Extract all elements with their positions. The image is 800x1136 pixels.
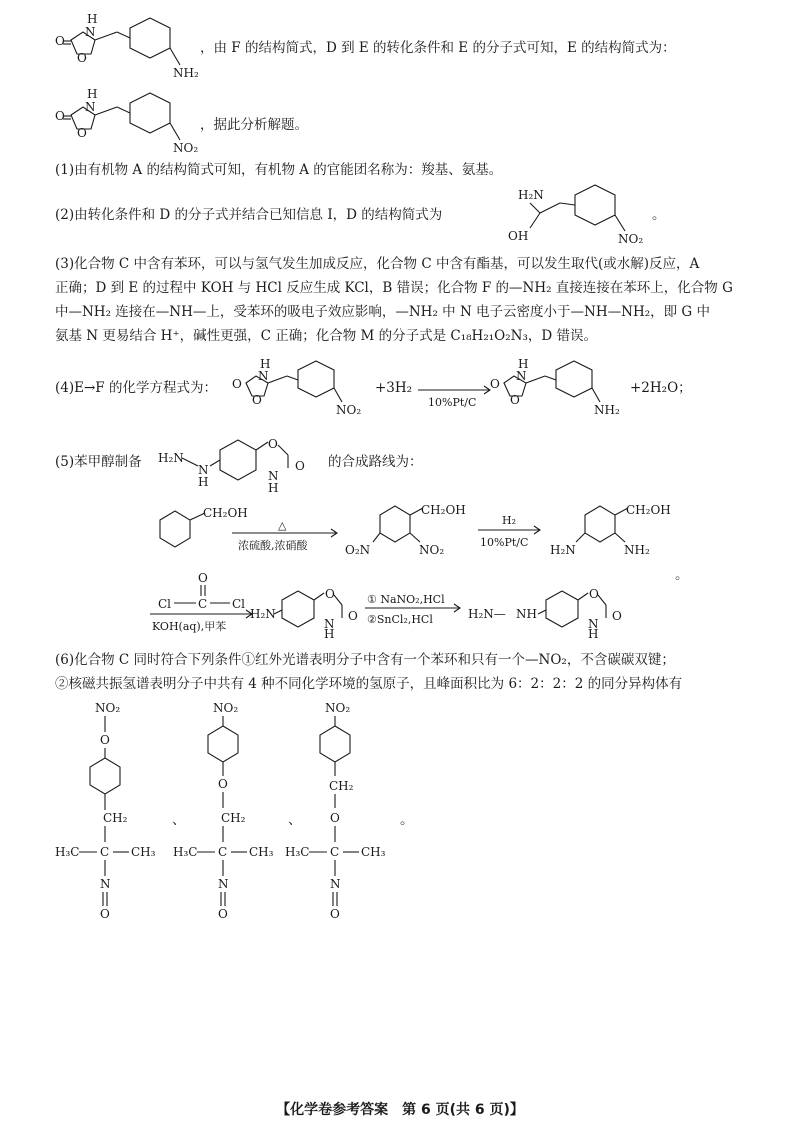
atom-label: C [198, 597, 208, 611]
atom-label: O [295, 459, 305, 473]
atom-label: O [77, 51, 87, 65]
isomer-structure-1 [55, 700, 175, 925]
atom-label: NO₂ [336, 403, 362, 417]
arrow-condition: 10%Pt/C [428, 396, 477, 409]
atom-label: NO₂ [419, 543, 445, 557]
atom-label: Cl [232, 597, 246, 611]
arrow-condition: 浓硫酸,浓硝酸 [238, 539, 308, 552]
compound-d-structure [500, 183, 660, 253]
diamino-benzyl-alcohol-structure [550, 500, 680, 565]
atom-label: Cl [158, 597, 172, 611]
atom-label: O [490, 377, 500, 391]
atom-label: H [268, 481, 279, 495]
atom-label: H₃C [285, 845, 310, 859]
separator: 、 [172, 812, 186, 828]
atom-label: O [325, 587, 335, 601]
atom-label: O [218, 777, 228, 791]
atom-label: C [330, 845, 340, 859]
reaction-arrow [418, 382, 498, 412]
atom-label: CH₂OH [626, 503, 671, 517]
atom-label: N [268, 469, 279, 483]
atom-label: CH₃ [249, 845, 274, 859]
atom-label: O [55, 34, 65, 48]
atom-label: H₂N [250, 607, 276, 621]
synthesis-arrow-1 [232, 519, 342, 555]
atom-label: NH₂ [594, 403, 620, 417]
phosgene-arrow [150, 570, 260, 635]
atom-label: CH₂OH [421, 503, 466, 517]
atom-label: C [100, 845, 110, 859]
atom-label: H [260, 357, 271, 371]
atom-label: N [516, 369, 527, 383]
atom-label: NO₂ [173, 141, 199, 155]
atom-label: H [87, 12, 98, 26]
answer-2: (2)由转化条件和 D 的分子式并结合已知信息 I，D 的结构简式为 [55, 207, 443, 223]
atom-label: O [330, 907, 340, 921]
isomer-structure-2 [173, 700, 293, 925]
answer-3: 中—NH₂ 连接在—NH—上，受苯环的吸电子效应影响，—NH₂ 中 N 电子云密度小于—NH—NH₂，即 G 中 [55, 304, 711, 320]
atom-label: O [218, 907, 228, 921]
separator: 、 [288, 812, 302, 828]
product-f-structure [490, 356, 630, 426]
atom-label: H [324, 627, 335, 641]
atom-label: H [198, 475, 209, 489]
atom-label: NH [516, 607, 537, 621]
hydrazino-benzoxazinone-structure [468, 580, 628, 640]
isomer-structure-3 [285, 700, 405, 925]
reactant-e-structure [232, 356, 372, 426]
atom-label: CH₂ [103, 811, 128, 825]
atom-label: O₂N [345, 543, 371, 557]
atom-label: O [252, 393, 262, 407]
atom-label: N [100, 877, 111, 891]
atom-label: CH₃ [361, 845, 386, 859]
atom-label: O [232, 377, 242, 391]
answer-5: (5)苯甲醇制备 [55, 454, 142, 470]
atom-label: NO₂ [325, 701, 351, 715]
arrow-condition: △ [278, 519, 287, 532]
atom-label: O [268, 437, 278, 451]
atom-label: O [100, 907, 110, 921]
atom-label: NH₂ [173, 66, 199, 80]
atom-label: O [55, 109, 65, 123]
atom-label: O [100, 733, 110, 747]
synthesis-arrow-3 [365, 593, 465, 633]
atom-label: H [518, 357, 529, 371]
atom-label: H₃C [55, 845, 80, 859]
atom-label: N [588, 617, 599, 631]
atom-label: O [77, 126, 87, 140]
atom-label: N [330, 877, 341, 891]
atom-label: NO₂ [618, 232, 644, 246]
atom-label: H₂N— [468, 607, 506, 621]
atom-label: H₂N [550, 543, 576, 557]
page-footer: 【化学卷参考答案 第 6 页(共 6 页)】 [276, 1102, 524, 1118]
atom-label: NH₂ [624, 543, 650, 557]
atom-label: N [258, 369, 269, 383]
oxazolidinone-nitro-structure [55, 85, 215, 160]
atom-label: H₂N [158, 451, 184, 465]
text-line: 的合成路线为： [328, 454, 423, 470]
atom-label: CH₂ [329, 779, 354, 793]
answer-3: 氨基 N 更易结合 H⁺，碱性更强，C 正确；化合物 M 的分子式是 C₁₈H₂₁O₂N₃，D 错误。 [55, 328, 597, 344]
text-line: +2H₂O； [630, 380, 692, 396]
atom-label: N [324, 617, 335, 631]
atom-label: O [612, 609, 622, 623]
atom-label: NO₂ [213, 701, 239, 715]
arrow-condition: H₂ [502, 514, 517, 527]
atom-label: H₂N [518, 188, 544, 202]
answer-3: 正确；D 到 E 的过程中 KOH 与 HCl 反应生成 KCl，B 错误；化合物 F 的—NH₂ 直接连接在苯环上，化合物 G [55, 280, 733, 296]
text-line: 。 [652, 207, 666, 223]
atom-label: H [588, 627, 599, 641]
text-line: ，由 F 的结构简式，D 到 E 的转化条件和 E 的分子式可知，E 的结构简式为： [200, 40, 676, 56]
answer-6: ②核磁共振氢谱表明分子中共有 4 种不同化学环境的氢原子，且峰面积比为 6：2：2：2 的同分异构体有 [55, 676, 683, 692]
atom-label: O [198, 571, 208, 585]
arrow-condition: ②SnCl₂,HCl [367, 613, 433, 626]
atom-label: NO₂ [95, 701, 121, 715]
answer-3: (3)化合物 C 中含有苯环，可以与氢气发生加成反应，化合物 C 中含有酯基，可以发生取代(或水解)反应，A [55, 256, 700, 272]
synthesis-arrow-2 [478, 514, 548, 553]
text-line: 。 [400, 812, 414, 828]
atom-label: N [85, 25, 96, 39]
text-line: 。 [675, 567, 689, 583]
text-line: +3H₂ [375, 380, 413, 396]
atom-label: H₃C [173, 845, 198, 859]
text-line: ，据此分析解题。 [200, 117, 308, 133]
atom-label: O [330, 811, 340, 825]
arrow-condition: KOH(aq),甲苯 [152, 620, 227, 633]
dinitro-benzyl-alcohol-structure [345, 500, 475, 565]
atom-label: OH [508, 229, 529, 243]
atom-label: CH₂ [221, 811, 246, 825]
oxazolidinone-amine-structure [55, 10, 215, 85]
atom-label: O [348, 609, 358, 623]
answer-6: (6)化合物 C 同时符合下列条件①红外光谱表明分子中含有一个苯环和只有一个—NO₂，不含碳碳双键； [55, 652, 675, 668]
atom-label: O [589, 587, 599, 601]
answer-1: (1)由有机物 A 的结构简式可知，有机物 A 的官能团名称为：羧基、氨基。 [55, 162, 503, 178]
atom-label: O [510, 393, 520, 407]
atom-label: CH₂OH [203, 506, 248, 520]
atom-label: C [218, 845, 228, 859]
atom-label: N [218, 877, 229, 891]
arrow-condition: ① NaNO₂,HCl [367, 593, 445, 606]
atom-label: H [87, 87, 98, 101]
atom-label: N [85, 100, 96, 114]
answer-4: (4)E→F 的化学方程式为： [55, 380, 217, 396]
arrow-condition: 10%Pt/C [480, 536, 529, 549]
target-structure [158, 430, 328, 495]
amino-benzoxazinone-structure [250, 580, 370, 640]
atom-label: N [198, 463, 209, 477]
atom-label: CH₃ [131, 845, 156, 859]
